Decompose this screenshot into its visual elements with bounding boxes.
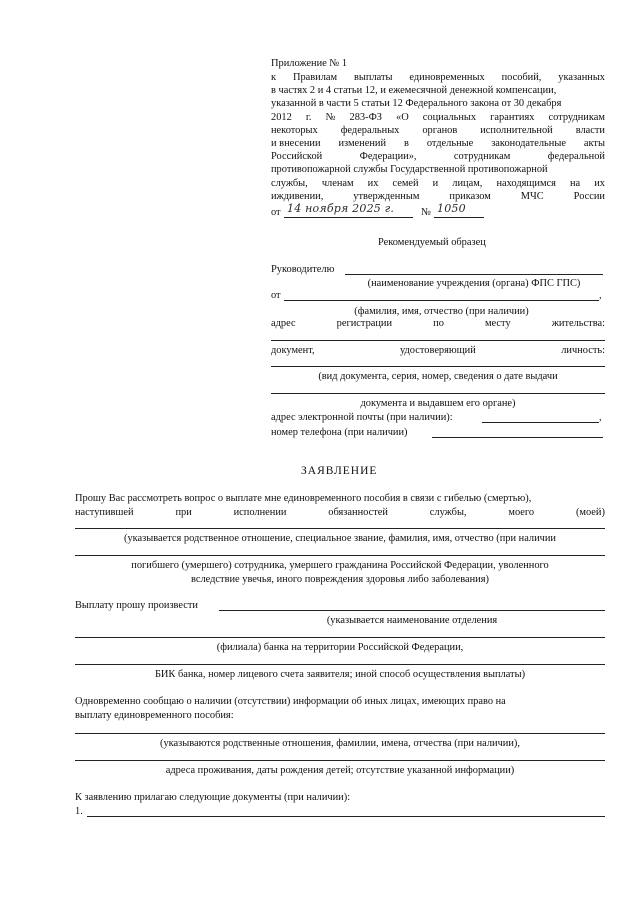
appendix-line: Российской Федерации», сотрудникам федеральной [271,151,605,163]
appendix-line: в частях 2 и 4 статьи 12, и ежемесячной денежной компенсации, [271,85,557,97]
appendix-line: и внесении изменений в отдельные законодательные акты [271,138,605,149]
appendix-line: к Правилам выплаты единовременных пособий, указанных [271,72,605,83]
phone-field[interactable] [432,437,603,438]
appendix-line: 2012 г. № 283-ФЗ «О социальных гарантиях сотрудникам [271,111,605,123]
others-field-2[interactable] [75,760,605,761]
attachment-item-field[interactable] [87,816,605,817]
order-number-label: № [421,207,431,218]
from-field[interactable] [284,300,599,301]
email-label: адрес электронной почты (при наличии): [271,412,453,423]
deceased-caption-2: вследствие увечья, иного повреждения здоровья либо заболевания) [191,574,489,585]
order-date-prefix: от [271,207,281,218]
others-line-1: Одновременно сообщаю о наличии (отсутствии) информации об иных лицах, имеющих право на [75,696,506,707]
from-label: от [271,290,281,301]
bank-field-2[interactable] [75,664,605,665]
request-line-2: наступившей при исполнении обязанностей службы, моего (моей) [75,507,605,518]
order-number-handwritten: 1050 [437,202,466,215]
attachments-label: К заявлению прилагаю следующие документы (при наличии): [75,792,351,803]
appendix-line: некоторых федеральных органов исполнительной власти [271,124,605,136]
address-field[interactable] [271,340,605,341]
document-title: ЗАЯВЛЕНИЕ [301,465,378,477]
payment-field[interactable] [219,610,605,611]
deceased-field[interactable] [75,555,605,556]
document-line: документ, удостоверяющий личность: [271,345,605,356]
bank-field[interactable] [75,637,605,638]
others-caption-1: (указываются родственные отношения, фамилии, имена, отчества (при наличии), [160,738,520,749]
document-field-2[interactable] [271,393,605,394]
document-caption-2: документа и выдавшем его органе) [360,398,516,409]
from-comma: , [599,290,602,301]
bank-caption-1: (указывается наименование отделения [326,615,498,626]
appendix-line: иждивении, утвержденным приказом МЧС России [271,190,605,202]
bank-caption-2: (филиала) банка на территории Российской Федерации, [216,642,464,653]
appendix-heading: Приложение № 1 [271,58,348,69]
others-field[interactable] [75,733,605,734]
attachment-item-number: 1. [75,806,83,817]
appendix-line: службы, членам их семей и лицам, находящимся на их [271,177,605,189]
to-head-label: Руководителю [271,264,335,275]
order-date-handwritten: 14 ноября 2025 г. [287,202,395,215]
appendix-line: указанной в части 5 статьи 12 Федерального закона от 30 декабря [271,98,562,110]
appendix-line: противопожарной службы Государственной противопожарной [271,164,548,176]
deceased-caption-1: погибшего (умершего) сотрудника, умершего гражданина Российской Федерации, уволенного [131,560,549,571]
order-date-line [284,217,413,218]
others-line-2: выплату единовременного пособия: [75,710,234,721]
phone-label: номер телефона (при наличии) [271,427,408,438]
order-number-line [434,217,484,218]
to-head-caption: (наименование учреждения (органа) ФПС ГПС) [367,278,581,289]
relation-caption: (указывается родственное отношение, специальное звание, фамилия, имя, отчество (при наличии [124,533,556,544]
request-line-1: Прошу Вас рассмотреть вопрос о выплате мне единовременного пособия в связи с гибелью (смертью), [75,493,532,504]
others-caption-2: адреса проживания, даты рождения детей; отсутствие указанной информации) [165,765,515,776]
relation-field[interactable] [75,528,605,529]
address-line: адрес регистрации по месту жительства: [271,318,605,329]
bank-caption-3: БИК банка, номер лицевого счета заявителя; иной способ осуществления выплаты) [154,669,526,680]
email-comma: , [599,412,602,423]
sample-label: Рекомендуемый образец [378,237,486,248]
to-head-field[interactable] [345,274,603,275]
document-caption-1: (вид документа, серия, номер, сведения о дате выдачи [318,371,558,382]
document-field[interactable] [271,366,605,367]
payment-label: Выплату прошу произвести [75,600,198,611]
email-field[interactable] [482,422,599,423]
from-caption: (фамилия, имя, отчество (при наличии) [354,306,529,317]
